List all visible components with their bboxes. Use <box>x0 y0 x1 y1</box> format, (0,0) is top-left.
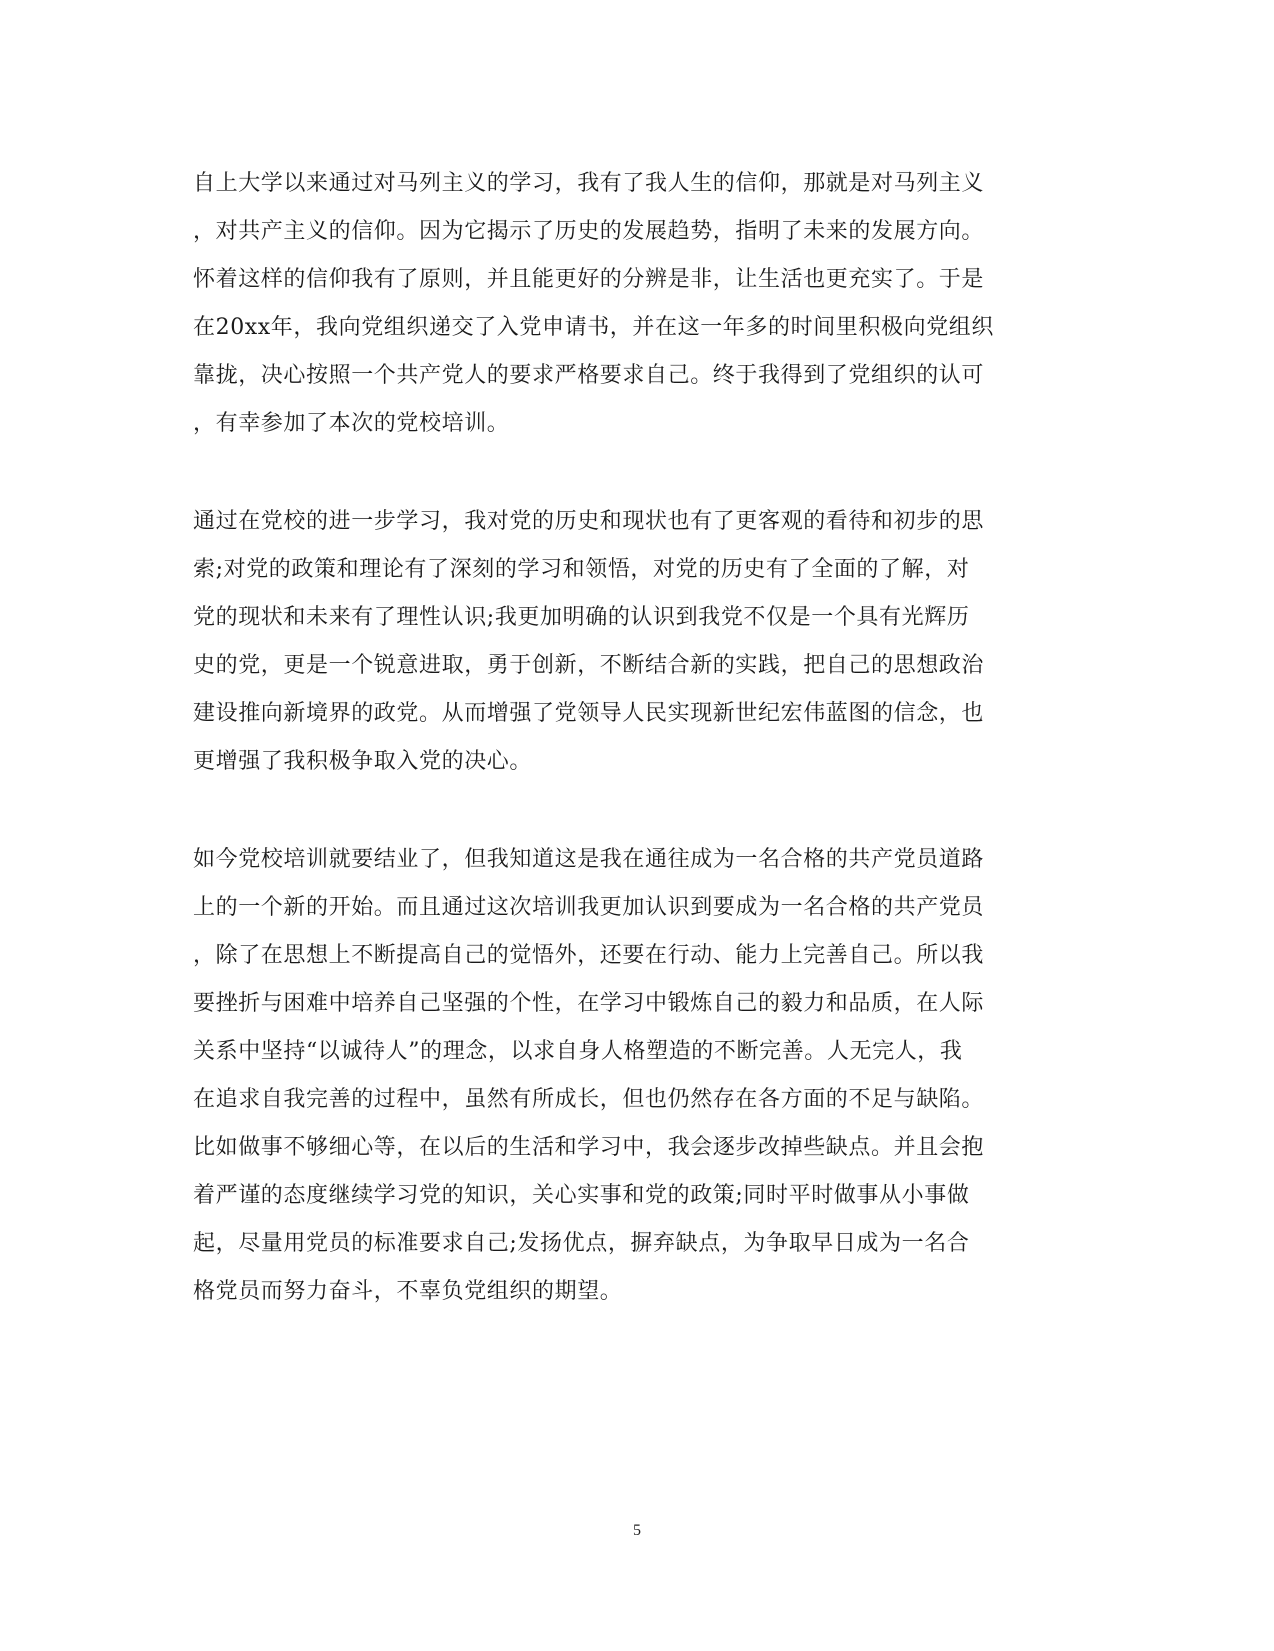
text-line: 格党员而努力奋斗，不辜负党组织的期望。 <box>193 1279 623 1304</box>
text-line: 党的现状和未来有了理性认识;我更加明确的认识到我党不仅是一个具有光辉历 <box>193 605 970 630</box>
document-body <box>193 160 1073 1316</box>
text-line: 史的党，更是一个锐意进取，勇于创新，不断结合新的实践，把自己的思想政治 <box>193 653 985 678</box>
paragraph-3 <box>193 836 1073 1316</box>
text-line: 着严谨的态度继续学习党的知识，关心实事和党的政策;同时平时做事从小事做 <box>193 1183 970 1208</box>
text-line: ，有幸参加了本次的党校培训。 <box>193 411 510 436</box>
text-line: 起，尽量用党员的标准要求自己;发扬优点，摒弃缺点，为争取早日成为一名合 <box>193 1231 970 1256</box>
text-line: 关系中坚持“以诚待人”的理念，以求自身人格塑造的不断完善。人无完人，我 <box>193 1039 963 1064</box>
paragraph-spacer <box>193 786 1073 836</box>
text-line: 自上大学以来通过对马列主义的学习，我有了我人生的信仰，那就是对马列主义 <box>193 171 985 196</box>
text-line: ，对共产主义的信仰。因为它揭示了历史的发展趋势，指明了未来的发展方向。 <box>193 219 985 244</box>
text-line: 通过在党校的进一步学习，我对党的历史和现状也有了更客观的看待和初步的思 <box>193 509 985 534</box>
paragraph-spacer <box>193 448 1073 498</box>
paragraph-2 <box>193 498 1073 786</box>
text-line: 在追求自我完善的过程中，虽然有所成长，但也仍然存在各方面的不足与缺陷。 <box>193 1087 985 1112</box>
text-line: 建设推向新境界的政党。从而增强了党领导人民实现新世纪宏伟蓝图的信念，也 <box>193 701 985 726</box>
text-line: 如今党校培训就要结业了，但我知道这是我在通往成为一名合格的共产党员道路 <box>193 847 985 872</box>
text-line: 更增强了我积极争取入党的决心。 <box>193 749 533 774</box>
text-line: 索;对党的政策和理论有了深刻的学习和领悟，对党的历史有了全面的了解，对 <box>193 557 970 582</box>
text-line: 上的一个新的开始。而且通过这次培训我更加认识到要成为一名合格的共产党员 <box>193 895 985 920</box>
text-line: 在20xx年，我向党组织递交了入党申请书，并在这一年多的时间里积极向党组织 <box>193 315 995 340</box>
text-line: ，除了在思想上不断提高自己的觉悟外，还要在行动、能力上完善自己。所以我 <box>193 943 985 968</box>
paragraph-1 <box>193 160 1073 448</box>
text-line: 靠拢，决心按照一个共产党人的要求严格要求自己。终于我得到了党组织的认可 <box>193 363 985 388</box>
text-line: 要挫折与困难中培养自己坚强的个性，在学习中锻炼自己的毅力和品质，在人际 <box>193 991 985 1016</box>
page-number: 5 <box>633 1522 641 1539</box>
text-line: 比如做事不够细心等，在以后的生活和学习中，我会逐步改掉些缺点。并且会抱 <box>193 1135 985 1160</box>
text-line: 怀着这样的信仰我有了原则，并且能更好的分辨是非，让生活也更充实了。于是 <box>193 267 985 292</box>
